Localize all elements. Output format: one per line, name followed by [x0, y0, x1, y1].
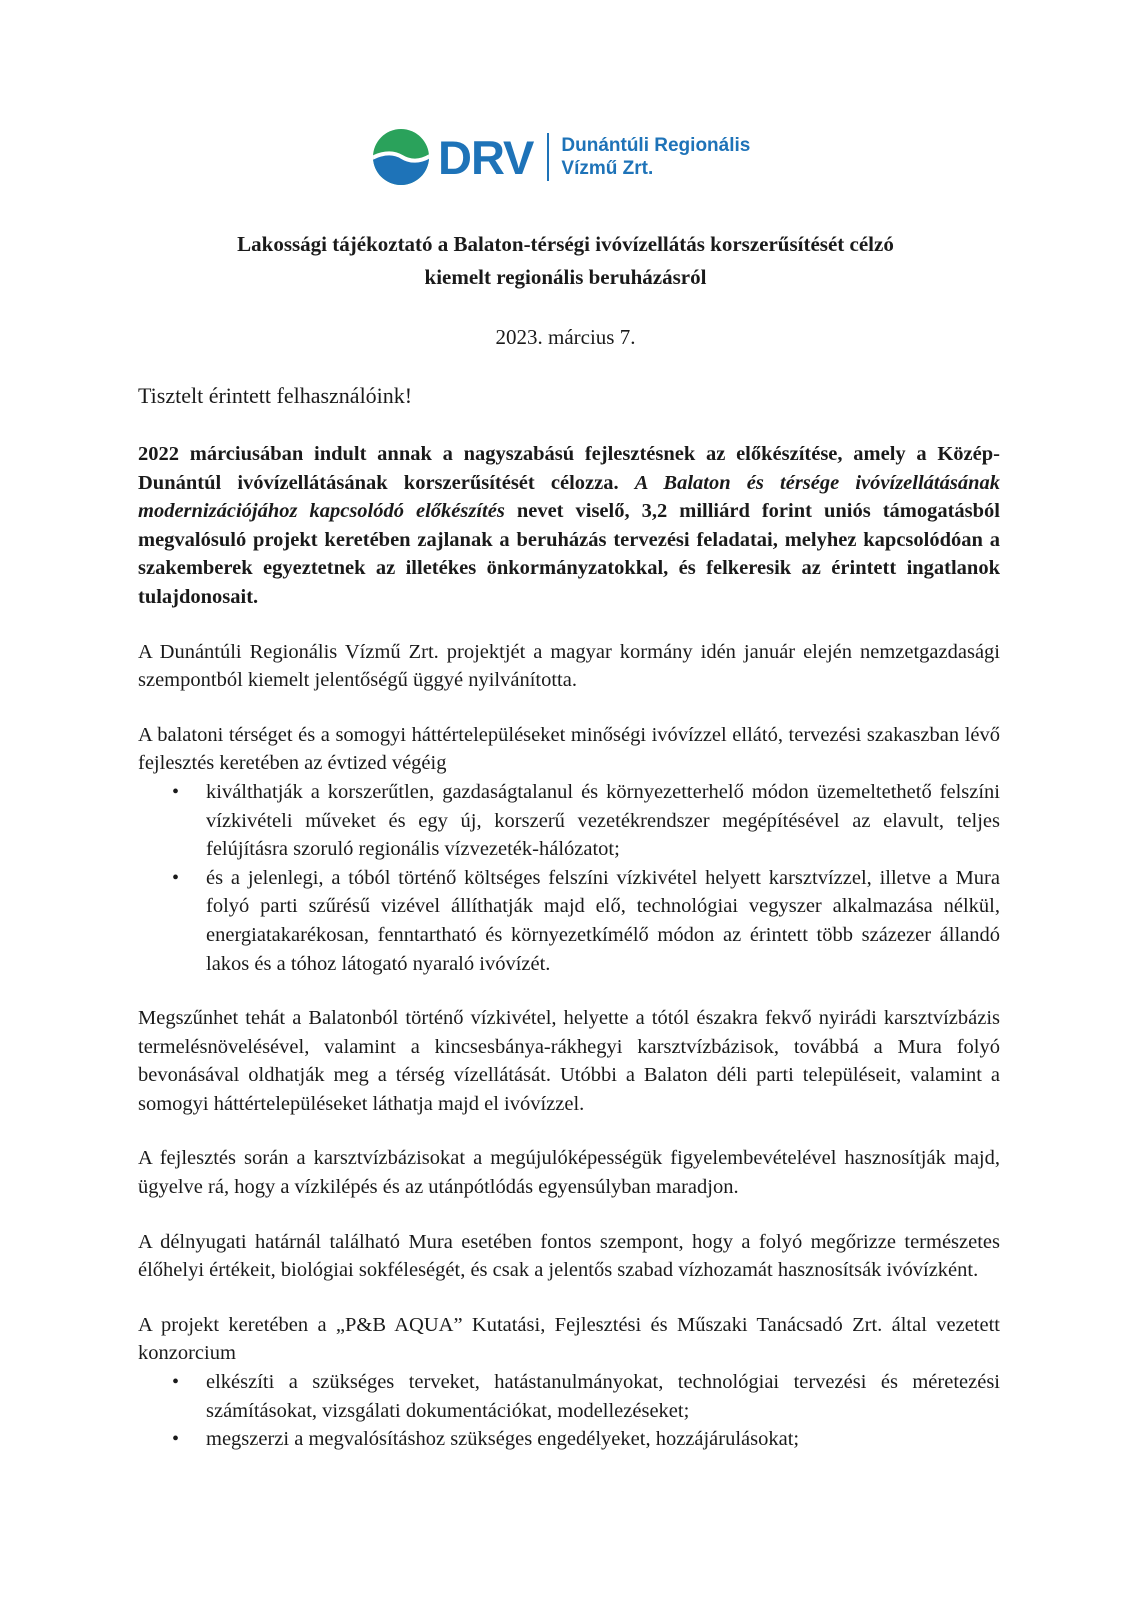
development-goals-list	[138, 778, 1000, 978]
logo-company-name	[561, 134, 750, 180]
paragraph-mura-river: A délnyugati határnál található Mura esetében fontos szempont, hogy a folyó megőrizze természetes élőhelyi értékeit, biológiai sokféleségét, és csak a jelentős szabad vízhozamát hasznosítsák ivóvízként.	[138, 1230, 1000, 1282]
drv-logo	[372, 118, 764, 196]
intro-part2: nevet viselő, 3,2 milliárd forint uniós támogatásból megvalósuló projekt keretében zajlanak a beruházás tervezési feladatai, melyhez kapcsolódóan a szakemberek egyeztetnek az illetékes önkormányzatokkal, és felkeresik az érintett ingatlanok tulajdonosait.	[138, 500, 1000, 608]
title-line2: kiemelt regionális beruházásról	[424, 265, 707, 289]
logo-name-line2: Vízmű Zrt.	[561, 158, 654, 179]
paragraph-water-sources: Megszűnhet tehát a Balatonból történő vízkivétel, helyette a tótól északra fekvő nyirádi karsztvízbázis termelésnövelésével, valamint a kincsesbánya-rákhegyi karsztvízbázisok, továbbá a Mura folyó bevonásával oldhatják meg a térség vízellátását. Utóbbi a Balaton déli parti településeit, valamint a somogyi háttértelepüléseket láthatja majd el ivóvízzel.	[138, 1007, 1000, 1115]
logo-divider	[547, 133, 549, 181]
paragraph-development-scope: A balatoni térséget és a somogyi háttértelepüléseket minőségi ivóvízzel ellátó, tervezési szakaszban lévő fejlesztés keretében az évtized végéig	[138, 723, 1000, 775]
intro-part1: 2022 márciusában indult annak a nagyszabású fejlesztésnek az előkészítése, amely a Közép-Dunántúl ivóvízellátásának korszerűsítését célozza.	[138, 443, 1000, 494]
list-item: • elkészíti a szükséges terveket, hatástanulmányokat, technológiai tervezési és méretezési számításokat, vizsgálati dokumentációkat, modellezéseket;	[206, 1368, 1000, 1425]
list-item: • kiválthatják a korszerűtlen, gazdaságtalanul és környezetterhelő módon üzemeltethető felszíni vízkivételi műveket és egy új, korszerű vezetékrendszer megépítésével az elavult, teljes felújításra szoruló regionális vízvezeték-hálózatot;	[206, 778, 1000, 864]
logo-name-line1: Dunántúli Regionális	[561, 135, 751, 156]
consortium-tasks-list	[138, 1368, 1000, 1454]
document-date: 2023. március 7.	[495, 325, 636, 349]
logo-brand: DRV	[438, 130, 534, 184]
paragraph-consortium: A projekt keretében a „P&B AQUA” Kutatási, Fejlesztési és Műszaki Tanácsadó Zrt. által vezetett konzorcium	[138, 1313, 1000, 1365]
document-body	[138, 440, 1000, 1454]
intro-paragraph	[138, 440, 1000, 612]
list-item: • megszerzi a megvalósításhoz szükséges engedélyeket, hozzájárulásokat;	[206, 1425, 1000, 1454]
water-drop-logo-icon	[372, 128, 430, 186]
salutation: Tisztelt érintett felhasználóink!	[138, 383, 413, 408]
paragraph-karst-balance: A fejlesztés során a karsztvízbázisokat a megújulóképességük figyelembevételével hasznosítják majd, ügyelve rá, hogy a vízkilépés és az utánpótlódás egyensúlyban maradjon.	[138, 1147, 1000, 1199]
project-name: A Balaton és térsége ivóvízellátásának modernizációjához kapcsolódó előkészítés	[138, 471, 1000, 523]
list-item: • és a jelenlegi, a tóból történő költséges felszíni vízkivétel helyett karsztvízzel, illetve a Mura folyó parti szűrésű vizével állíthatják majd elő, technológiai vegyszer alkalmazása nélkül, energiatakarékosan, fenntartható és környezetkímélő módon az érintett több százezer állandó lakos és a tóhoz látogató nyaraló ivóvízét.	[206, 864, 1000, 978]
title-line1: Lakossági tájékoztató a Balaton-térségi ivóvízellátás korszerűsítését célzó	[237, 232, 894, 256]
document-title	[120, 228, 1011, 294]
paragraph-government-decision: A Dunántúli Regionális Vízmű Zrt. projektjét a magyar kormány idén január elején nemzetgazdasági szempontból kiemelt jelentőségű üggyé nyilvánította.	[138, 640, 1000, 692]
